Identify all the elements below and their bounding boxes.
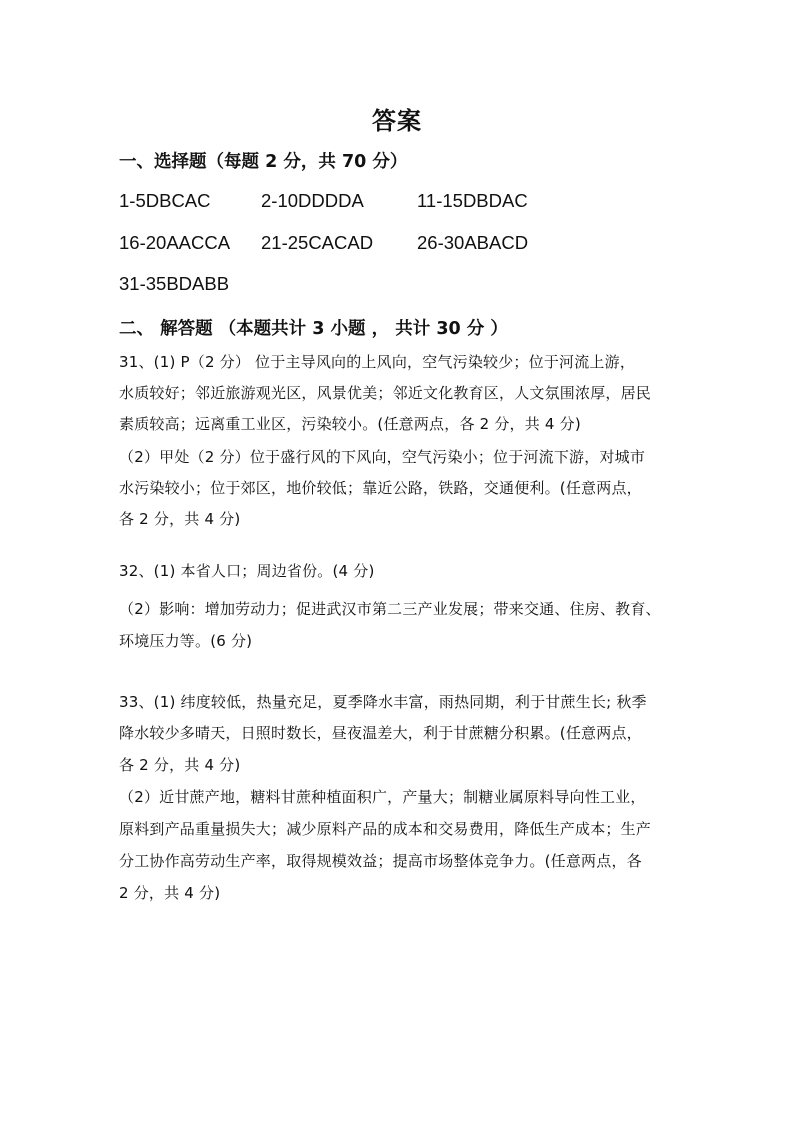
answer-line: 31、(1) P（2 分） 位于主导风向的上风向，空气污染较少；位于河流上游， (119, 353, 636, 371)
answer-line: 32、(1) 本省人口；周边省份。(4 分) (119, 562, 375, 580)
mc-answer: 21-25CACAD (261, 232, 374, 253)
page-title: 答案 (372, 107, 422, 135)
mc-answer: 26-30ABACD (417, 232, 529, 253)
answer-line: 素质较高；远离重工业区，污染较小。(任意两点，各 2 分，共 4 分) (119, 415, 581, 433)
answer-line: 分工协作高劳动生产率，取得规模效益；提高市场整体竞争力。(任意两点，各 (119, 852, 642, 870)
answer-line: （2）影响：增加劳动力；促进武汉市第二三产业发展；带来交通、住房、教育、 (119, 600, 661, 618)
answer-line: 降水较少多晴天，日照时数长，昼夜温差大，利于甘蔗糖分积累。(任意两点， (119, 724, 642, 742)
answer-line: 2 分，共 4 分) (119, 884, 221, 902)
answer-line: 原料到产品重量损失大；减少原料产品的成本和交易费用，降低生产成本；生产 (119, 820, 652, 838)
mc-answer: 1-5DBCAC (119, 190, 211, 211)
answer-line: 33、(1) 纬度较低，热量充足，夏季降水丰富，雨热同期，利于甘蔗生长; 秋季 (119, 693, 647, 711)
answer-line: 水污染较小；位于郊区，地价较低；靠近公路，铁路，交通便利。(任意两点， (119, 479, 642, 497)
answer-line: （2）近甘蔗产地，糖料甘蔗种植面积广，产量大；制糖业属原料导向性工业， (119, 788, 646, 806)
answer-line: 水质较好；邻近旅游观光区，风景优美；邻近文化教育区，人文氛围浓厚，居民 (119, 384, 652, 402)
section1-heading: 一、选择题（每题 2 分，共 70 分） (119, 152, 408, 172)
section2-heading: 二、 解答题 （本题共计 3 小题 ， 共计 30 分 ） (119, 319, 508, 339)
answer-line: （2）甲处（2 分）位于盛行风的下风向，空气污染小；位于河流下游，对城市 (119, 448, 646, 466)
answer-line: 各 2 分，共 4 分) (119, 756, 241, 774)
mc-answer: 31-35BDABB (119, 273, 230, 294)
mc-answer: 2-10DDDDA (261, 190, 364, 211)
answer-line: 各 2 分，共 4 分) (119, 510, 241, 528)
answer-line: 环境压力等。(6 分) (119, 632, 253, 650)
mc-answer: 11-15DBDAC (417, 190, 528, 211)
mc-answer: 16-20AACCA (119, 232, 231, 253)
